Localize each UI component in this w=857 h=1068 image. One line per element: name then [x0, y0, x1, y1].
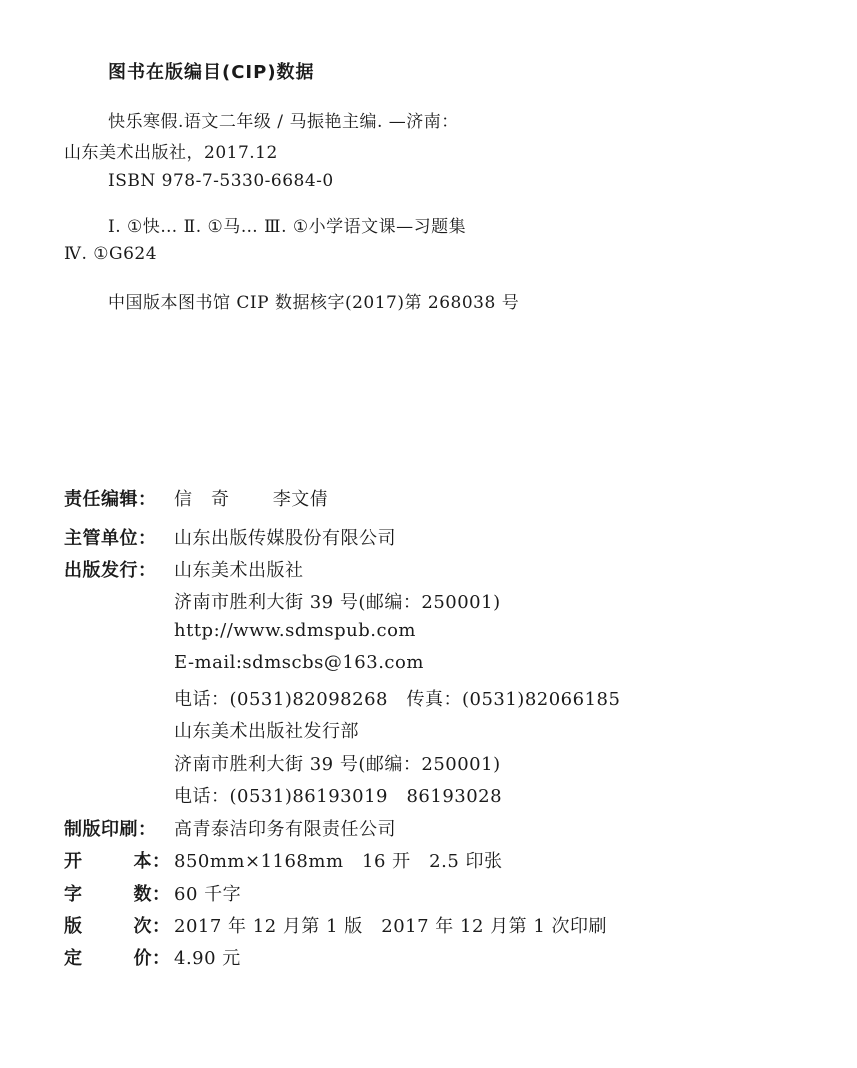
publisher-label: 出版发行：: [64, 560, 157, 581]
distribution-dept: 山东美术出版社发行部: [174, 721, 359, 742]
publisher-website: http://www.sdmspub.com: [174, 620, 416, 641]
publisher-email: E-mail:sdmscbs@163.com: [174, 652, 424, 673]
cip-isbn: ISBN 978-7-5330-6684-0: [108, 171, 334, 191]
editors-row: [64, 485, 328, 511]
cip-line-2: 山东美术出版社，2017.12: [64, 143, 278, 163]
cip-class-line-2: Ⅳ. ①G624: [64, 244, 158, 264]
editors-label: 责任编辑：: [64, 489, 157, 510]
edition-row: [64, 912, 607, 938]
format-label: 开 本 ：: [64, 851, 171, 872]
format-row: [64, 847, 503, 873]
word-count-row: [64, 880, 241, 906]
distribution-phone: 电话：(0531)86193019 86193028: [174, 786, 503, 807]
supervisor-label: 主管单位：: [64, 528, 157, 549]
price-label: 定 价 ：: [64, 948, 171, 969]
price-row: [64, 944, 241, 970]
edition-label: 版 次 ：: [64, 916, 171, 937]
word-count-value: 60 千字: [174, 884, 242, 905]
word-count-label: 字 数 ：: [64, 884, 171, 905]
supervisor-value: 山东出版传媒股份有限公司: [174, 528, 396, 549]
distribution-address: 济南市胜利大街 39 号(邮编：250001): [174, 754, 501, 775]
cip-class-line-1: Ⅰ. ①快… Ⅱ. ①马… Ⅲ. ①小学语文课—习题集: [108, 217, 467, 237]
edition-value: 2017 年 12 月第 1 版 2017 年 12 月第 1 次印刷: [174, 916, 608, 937]
price-value: 4.90 元: [174, 948, 241, 969]
editors-value: 信 奇 李文倩: [174, 489, 329, 510]
cip-title: 图书在版编目(CIP)数据: [108, 62, 315, 83]
publisher-value: 山东美术出版社: [174, 560, 304, 581]
format-value: 850mm×1168mm 16 开 2.5 印张: [174, 851, 503, 872]
cip-core-number: 中国版本图书馆 CIP 数据核字(2017)第 268038 号: [108, 293, 520, 313]
publisher-address: 济南市胜利大街 39 号(邮编：250001): [174, 592, 501, 613]
supervisor-row: [64, 524, 396, 550]
cip-line-1: 快乐寒假.语文二年级 / 马振艳主编. —济南：: [108, 112, 459, 132]
publisher-row: [64, 556, 304, 582]
printer-label: 制版印刷：: [64, 819, 157, 840]
printer-value: 高青泰洁印务有限责任公司: [174, 819, 396, 840]
printer-row: [64, 815, 396, 841]
publisher-phone: 电话：(0531)82098268 传真：(0531)82066185: [174, 689, 621, 710]
